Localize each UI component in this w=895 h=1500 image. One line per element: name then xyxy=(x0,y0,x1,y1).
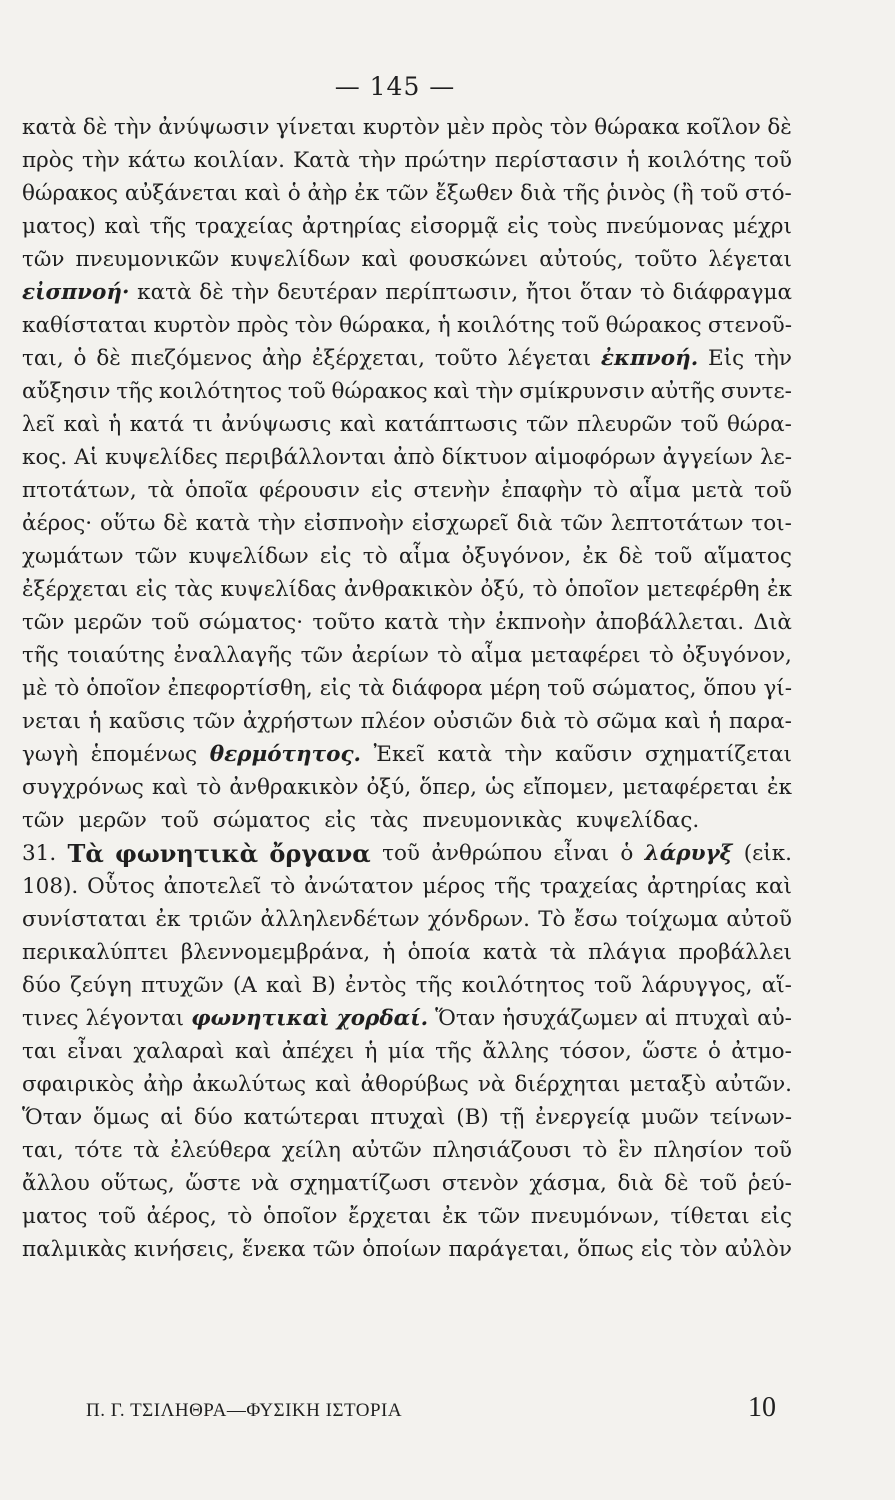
text-line: σφαιρικὸς ἀὴρ ἀκωλύτως καὶ ἀθορύβως νὰ διέρχηται μεταξὺ αὐτῶν. xyxy=(22,1072,792,1097)
text-line: γωγὴ ἑπομένως θερμότητος. Ἐκεῖ κατὰ τὴν καῦσιν σχηματίζεται xyxy=(22,742,792,767)
text-line: θώρακος αὐξάνεται καὶ ὁ ἀὴρ ἐκ τῶν ἔξωθεν διὰ τῆς ῥινὸς (ἢ τοῦ στό- xyxy=(22,181,792,206)
page-number: — 145 — xyxy=(334,72,456,101)
text-line: τῶν μερῶν τοῦ σώματος· τοῦτο κατὰ τὴν ἐκπνοὴν ἀποβάλλεται. Διὰ xyxy=(22,610,792,635)
text-line: τῆς τοιαύτης ἐναλλαγῆς τῶν ἀερίων τὸ αἷμα μεταφέρει τὸ ὀξυγόνον, xyxy=(22,643,792,668)
text-line: καθίσταται κυρτὸν πρὸς τὸν θώρακα, ἡ κοιλότης τοῦ θώρακος στενοῦ- xyxy=(22,313,792,338)
text-line: αὔξησιν τῆς κοιλότητος τοῦ θώρακος καὶ τὴν σμίκρυνσιν αὐτῆς συντε- xyxy=(22,379,792,404)
text-line: 108). Οὗτος ἀποτελεῖ τὸ ἀνώτατον μέρος τῆς τραχείας ἀρτηρίας καὶ xyxy=(22,874,792,899)
text-line: πτοτάτων, τὰ ὁποῖα φέρουσιν εἰς στενὴν ἐπαφὴν τὸ αἷμα μετὰ τοῦ xyxy=(22,478,792,503)
text-line: πρὸς τὴν κάτω κοιλίαν. Κατὰ τὴν πρώτην περίστασιν ἡ κοιλότης τοῦ xyxy=(22,148,792,173)
text-line: ματος τοῦ ἀέρος, τὸ ὁποῖον ἔρχεται ἐκ τῶν πνευμόνων, τίθεται εἰς xyxy=(22,1204,792,1229)
text-line: ἄλλου οὕτως, ὥστε νὰ σχηματίζωσι στενὸν χάσμα, διὰ δὲ τοῦ ῥεύ- xyxy=(22,1171,792,1196)
text-line: ἐξέρχεται εἰς τὰς κυψελίδας ἀνθρακικὸν ὀξύ, τὸ ὁποῖον μετεφέρθη ἐκ xyxy=(22,577,792,602)
footer-author-title: Π. Γ. ΤΣΙΛΗΘΡΑ—ΦΥΣΙΚΗ ΙΣΤΟΡΙΑ xyxy=(86,1400,403,1421)
text-line: κατὰ δὲ τὴν ἀνύψωσιν γίνεται κυρτὸν μὲν πρὸς τὸν θώρακα κοῖλον δὲ xyxy=(22,115,792,140)
text-line: κος. Αἱ κυψελίδες περιβάλλονται ἀπὸ δίκτυον αἱμοφόρων ἀγγείων λε- xyxy=(22,445,792,470)
text-line: δύο ζεύγη πτυχῶν (Α καὶ Β) ἐντὸς τῆς κοιλότητος τοῦ λάρυγγος, αἵ- xyxy=(22,973,792,998)
text-line: παλμικὰς κινήσεις, ἕνεκα τῶν ὁποίων παράγεται, ὅπως εἰς τὸν αὐλὸν xyxy=(22,1237,792,1262)
text-line: ται εἶναι χαλαραὶ καὶ ἀπέχει ἡ μία τῆς ἄλλης τόσον, ὥστε ὁ ἀτμο- xyxy=(22,1039,792,1064)
text-line: τῶν πνευμονικῶν κυψελίδων καὶ φουσκώνει αὐτούς, τοῦτο λέγεται xyxy=(22,247,792,272)
text-line: ται, τότε τὰ ἐλεύθερα χείλη αὐτῶν πλησιάζουσι τὸ ἓν πλησίον τοῦ xyxy=(22,1138,792,1163)
text-line: λεῖ καὶ ἡ κατά τι ἀνύψωσις καὶ κατάπτωσις τῶν πλευρῶν τοῦ θώρα- xyxy=(22,412,792,437)
text-line: μὲ τὸ ὁποῖον ἐπεφορτίσθη, εἰς τὰ διάφορα μέρη τοῦ σώματος, ὅπου γί- xyxy=(22,676,792,701)
body-text xyxy=(22,111,792,1266)
text-line: ται, ὁ δὲ πιεζόμενος ἀὴρ ἐξέρχεται, τοῦτο λέγεται ἐκπνοή. Εἰς τὴν xyxy=(22,346,792,371)
footer-signature-number: 10 xyxy=(748,1392,776,1423)
text-line: ἀέρος· οὕτω δὲ κατὰ τὴν εἰσπνοὴν εἰσχωρεῖ διὰ τῶν λεπτοτάτων τοι- xyxy=(22,511,792,536)
text-line: ματος) καὶ τῆς τραχείας ἀρτηρίας εἰσορμᾷ εἰς τοὺς πνεύμονας μέχρι xyxy=(22,214,792,239)
text-line: 31. Τὰ φωνητικὰ ὄργανα τοῦ ἀνθρώπου εἶναι ὁ λάρυγξ (εἰκ. xyxy=(22,839,792,868)
text-line: τῶν μερῶν τοῦ σώματος εἰς τὰς πνευμονικὰς κυψελίδας. xyxy=(22,808,700,833)
text-line: περικαλύπτει βλεννομεμβράνα, ἡ ὁποία κατὰ τὰ πλάγια προβάλλει xyxy=(22,940,792,965)
text-line: χωμάτων τῶν κυψελίδων εἰς τὸ αἷμα ὀξυγόνον, ἐκ δὲ τοῦ αἵματος xyxy=(22,544,792,569)
text-line: νεται ἡ καῦσις τῶν ἀχρήστων πλέον οὐσιῶν διὰ τὸ σῶμα καὶ ἡ παρα- xyxy=(22,709,792,734)
text-line: συνίσταται ἐκ τριῶν ἀλληλενδέτων χόνδρων. Τὸ ἔσω τοίχωμα αὐτοῦ xyxy=(22,907,792,932)
text-line: τινες λέγονται φωνητικαὶ χορδαί. Ὅταν ἡσυχάζωμεν αἱ πτυχαὶ αὐ- xyxy=(22,1006,792,1031)
text-line: συγχρόνως καὶ τὸ ἀνθρακικὸν ὀξύ, ὅπερ, ὡς εἴπομεν, μεταφέρεται ἐκ xyxy=(22,775,792,800)
text-line: εἰσπνοή· κατὰ δὲ τὴν δευτέραν περίπτωσιν, ἤτοι ὅταν τὸ διάφραγμα xyxy=(22,280,792,305)
text-line: Ὅταν ὅμως αἱ δύο κατώτεραι πτυχαὶ (Β) τῇ ἐνεργείᾳ μυῶν τείνων- xyxy=(22,1105,792,1130)
